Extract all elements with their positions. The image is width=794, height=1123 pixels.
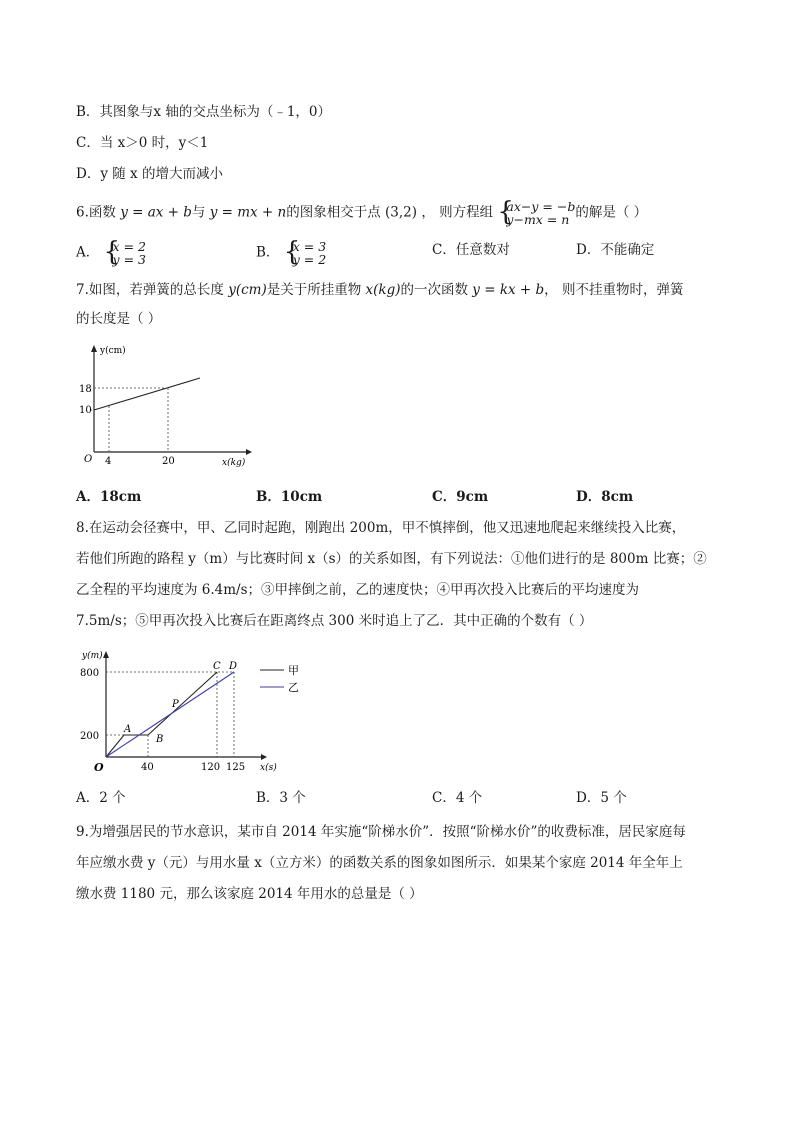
q7-option-b[interactable]: B．10cm: [256, 489, 323, 505]
question-9-line2: 年应缴水费 y（元）与用水量 x（立方米）的函数关系的图象如图所示．如果某个家庭 2014 年全年上: [76, 855, 683, 871]
legend-yi-label: 乙: [288, 681, 299, 694]
q6-option-b[interactable]: B． { x = 3 y = 2: [256, 237, 327, 267]
origin-label: O: [84, 454, 93, 465]
q8-option-b[interactable]: B．3 个: [256, 790, 306, 806]
origin-label: O: [94, 761, 104, 774]
x-tick-125: 125: [226, 762, 246, 773]
question-7-stem-line2: 的长度是（ ）: [76, 311, 162, 327]
question-7-stem-line1: 7.如图，若弹簧的总长度 y(cm)是关于所挂重物 x(kg)的一次函数 y = kx + b， 则不挂重物时，弹簧: [76, 282, 684, 298]
question-8-line2: 若他们所跑的路程 y（m）与比赛时间 x（s）的关系如图，有下列说法：①他们进行的是 800m 比赛；②: [76, 551, 707, 567]
point-c-label: C: [213, 661, 221, 672]
question-8-line3: 乙全程的平均速度为 6.4m/s；③甲摔倒之前，乙的速度快；④甲再次投入比赛后的平均速度为: [76, 582, 640, 598]
x-tick-40: 40: [141, 762, 154, 773]
point-p-label: P: [172, 699, 179, 710]
y-axis-label: y(cm): [100, 346, 126, 356]
x-axis-label: x(kg): [222, 458, 246, 468]
question-8-line1: 8.在运动会径赛中，甲、乙同时起跑，刚跑出 200m，甲不慎摔倒，他又迅速地爬起来继续投入比赛，: [76, 520, 686, 536]
q6-option-a[interactable]: A． { x = 2 y = 3: [76, 237, 146, 267]
y-tick-800: 800: [80, 668, 100, 679]
q7-option-d[interactable]: D．8cm: [576, 489, 634, 505]
q8-option-c[interactable]: C．4 个: [432, 790, 483, 806]
y-axis-label: y(m): [82, 651, 103, 661]
equation-system: { ax−y = −b y−mx = n: [497, 197, 576, 227]
x-tick-20: 20: [162, 456, 175, 467]
question-6-stem: 6.函数 y = ax + b与 y = mx + n的图象相交于点 (3,2) ， 则方程组 { ax−y = −b y−mx = n 的解是（ ）: [76, 197, 648, 227]
q8-option-a[interactable]: A．2 个: [76, 790, 126, 806]
race-distance-graph: [76, 644, 316, 776]
point-b-label: B: [156, 734, 164, 745]
question-8-line4: 7.5m/s；⑤甲再次投入比赛后在距离终点 300 米时追上了乙．其中正确的个数有（ ）: [76, 613, 593, 629]
spring-length-graph: [76, 340, 256, 472]
y-tick-10: 10: [79, 405, 92, 416]
q7-option-c[interactable]: C．9cm: [432, 489, 489, 505]
x-tick-4: 4: [105, 456, 112, 467]
option-d-prev: D．y 随 x 的增大而减小: [76, 166, 223, 182]
q8-option-d[interactable]: D．5 个: [576, 790, 627, 806]
y-tick-200: 200: [80, 731, 100, 742]
question-9-line1: 9.为增强居民的节水意识，某市自 2014 年实施“阶梯水价”．按照“阶梯水价”的收费标准，居民家庭每: [76, 824, 686, 840]
option-b-prev: B．其图象与x 轴的交点坐标为（﹣1，0）: [76, 104, 332, 120]
x-tick-120: 120: [201, 762, 221, 773]
x-axis-label: x(s): [260, 763, 277, 773]
legend-jia-label: 甲: [288, 664, 299, 677]
q6-option-c[interactable]: C．任意数对: [432, 242, 510, 258]
y-tick-18: 18: [79, 384, 92, 395]
q6-option-d[interactable]: D．不能确定: [576, 242, 655, 258]
point-a-label: A: [124, 724, 132, 735]
option-c-prev: C．当 x＞0 时，y＜1: [76, 135, 209, 151]
question-9-line3: 缴水费 1180 元，那么该家庭 2014 年用水的总量是（ ）: [76, 886, 423, 902]
point-d-label: D: [229, 661, 238, 672]
q7-option-a[interactable]: A．18cm: [76, 489, 142, 505]
